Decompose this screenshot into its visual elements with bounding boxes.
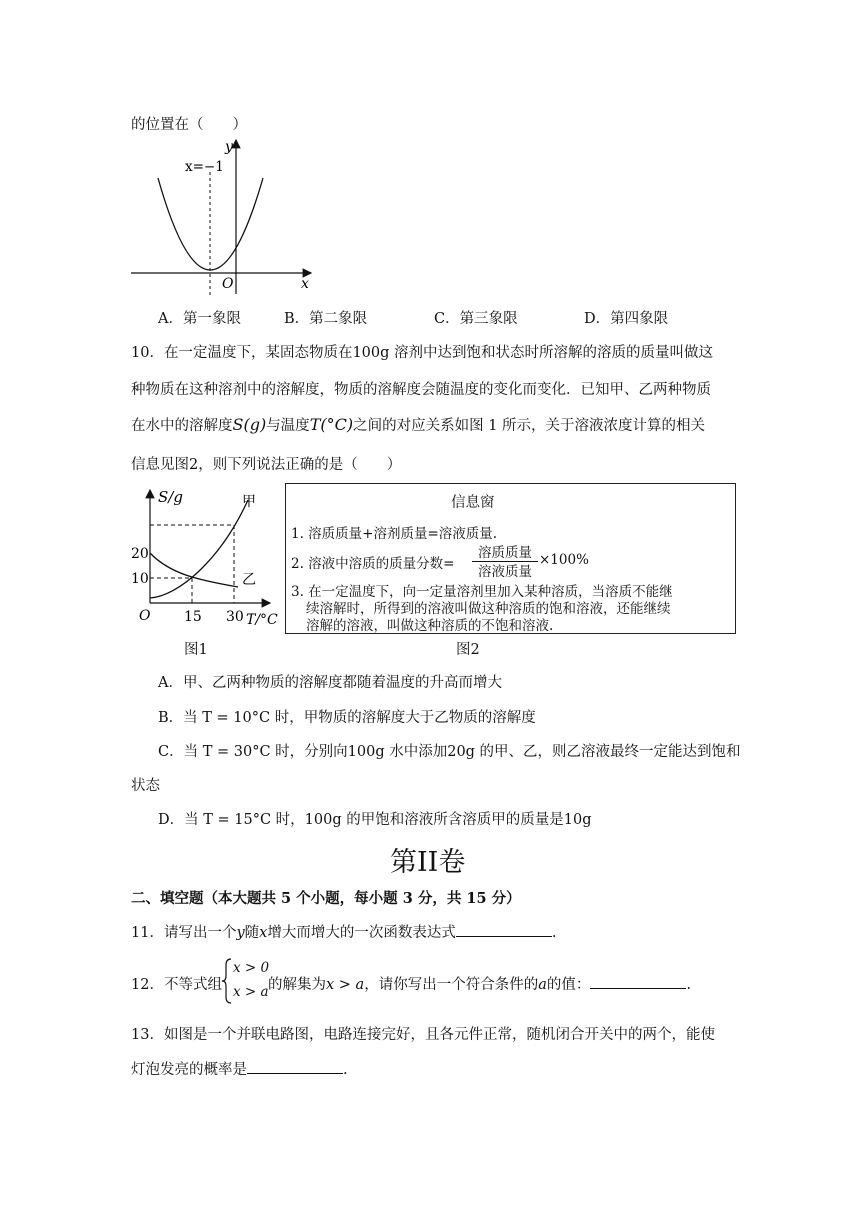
q9-parabola-graph (125, 132, 320, 302)
q9-option-d: D．第四象限 (584, 311, 669, 327)
q9-stem-tail: 的位置在（ ） (131, 117, 247, 133)
q12-rest: 的解集为x > a，请你写出一个符合条件的a的值： . (268, 973, 691, 994)
fig1-ytick-10: 10 (131, 571, 149, 587)
info-item-1: 1. 溶质质量+溶剂质量=溶液质量. (291, 526, 498, 542)
q12-brace (222, 958, 232, 1004)
y-axis-label: y (225, 139, 233, 155)
q9-option-c: C．第三象限 (434, 311, 518, 327)
fig1-x-label: T/°C (246, 612, 278, 628)
q13-answer-blank[interactable] (247, 1059, 343, 1074)
fig1-ytick-20: 20 (131, 546, 149, 562)
fig2-caption: 图2 (456, 642, 480, 658)
q11: 11．请写出一个y随x增大而增大的一次函数表达式 . (131, 921, 556, 942)
q10-line-3: 在水中的溶解度S(g)与温度T(°C)之间的对应关系如图 1 所示，关于溶液浓度计算的相关 (131, 415, 706, 434)
info-item-2-denominator: 溶液质量 (478, 564, 532, 580)
info-item-3-line-3: 溶解的溶液，叫做这种溶质的不饱和溶液. (306, 618, 554, 634)
q13-line-1: 13．如图是一个并联电路图，电路连接完好，且各元件正常，随机闭合开关中的两个，能使 (131, 1027, 715, 1043)
info-window (285, 483, 736, 634)
q10-line-4: 信息见图2，则下列说法正确的是（ ） (131, 457, 402, 473)
fig1-curve-a-label: 甲 (242, 494, 256, 510)
q10-option-c-line-2: 状态 (131, 778, 160, 794)
fig1-origin: O (139, 608, 151, 624)
q9-option-a: A．第一象限 (158, 311, 241, 327)
q11-answer-blank[interactable] (456, 922, 552, 937)
curve-yi (150, 553, 238, 587)
q10-line-2: 种物质在这种溶剂中的溶解度，物质的溶解度会随温度的变化而变化．已知甲、乙两种物质 (131, 382, 711, 398)
fig1-xtick-15: 15 (184, 609, 202, 625)
q12-system-line-2: x > a (233, 984, 269, 1000)
part-2-title: 第II卷 (390, 847, 466, 878)
q12-prefix: 12．不等式组 (131, 977, 222, 993)
info-item-3-line-2: 续溶解时，所得到的溶液叫做这种溶质的饱和溶液，还能继续 (306, 601, 671, 617)
info-item-2-suffix: ×100% (539, 552, 589, 568)
q13-line-2: 灯泡发亮的概率是 . (131, 1058, 348, 1079)
origin-label: O (222, 276, 234, 292)
fig1-caption: 图1 (184, 642, 208, 658)
section-heading: 二、填空题（本大题共 5 个小题，每小题 3 分，共 15 分） (131, 890, 521, 907)
fig1-xtick-30: 30 (226, 609, 244, 625)
q10-option-c-line-1: C．当 T = 30°C 时，分别向100g 水中添加20g 的甲、乙，则乙溶液最终一定能达到饱和 (158, 744, 741, 760)
fig1-curve-b-label: 乙 (242, 572, 256, 588)
fig1-y-label: S/g (158, 488, 183, 506)
solubility-graph (128, 486, 280, 632)
q10-option-d: D．当 T = 15°C 时，100g 的甲饱和溶液所含溶质甲的质量是10g (158, 812, 592, 828)
curve-jia (150, 500, 248, 598)
q10-option-b: B．当 T = 10°C 时，甲物质的溶解度大于乙物质的溶解度 (158, 710, 536, 726)
x-axis-label: x (301, 276, 309, 292)
q10-option-a: A．甲、乙两种物质的溶解度都随着温度的升高而增大 (158, 675, 502, 691)
info-window-title: 信息窗 (451, 495, 495, 511)
q9-option-b: B．第二象限 (284, 311, 368, 327)
info-item-2-prefix: 2. 溶液中溶质的质量分数= (291, 556, 455, 572)
info-item-3-line-1: 3. 在一定温度下，向一定量溶剂里加入某种溶质，当溶质不能继 (291, 584, 673, 600)
q12-system-line-1: x > 0 (233, 960, 270, 976)
q10-line-1: 10．在一定温度下，某固态物质在100g 溶剂中达到饱和状态时所溶解的溶质的质量叫做这 (131, 345, 714, 361)
axis-line-label: x=−1 (185, 159, 224, 175)
info-item-2-numerator: 溶质质量 (472, 541, 538, 562)
q12-answer-blank[interactable] (590, 974, 686, 989)
